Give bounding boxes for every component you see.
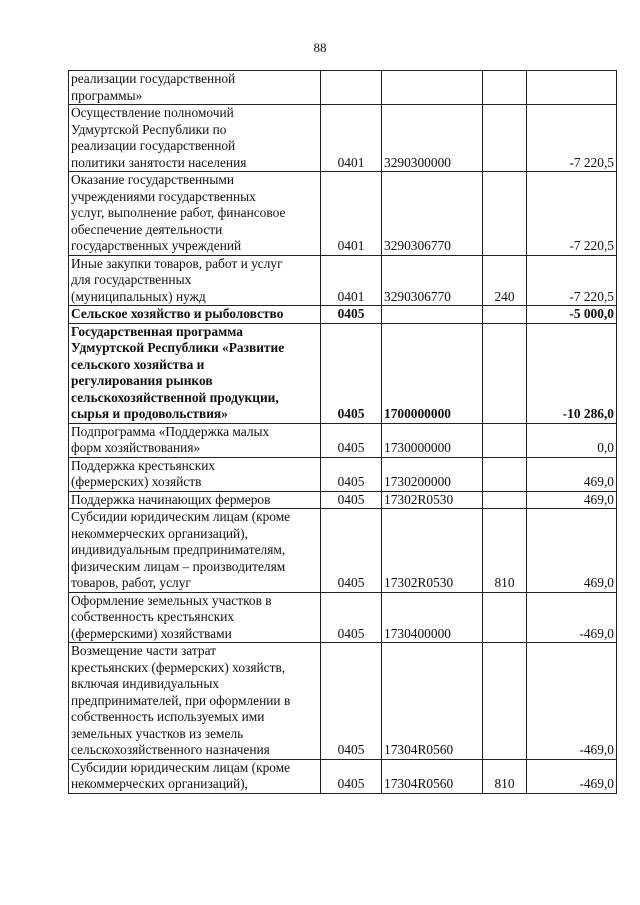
- row-sum: -469,0: [527, 759, 617, 793]
- table-row: [69, 172, 617, 256]
- row-sum: -469,0: [527, 643, 617, 760]
- row-sum: -7 220,5: [527, 105, 617, 172]
- row-expense-type: 240: [483, 255, 527, 306]
- table-row: [69, 759, 617, 793]
- row-section: [321, 71, 382, 105]
- row-sum: -7 220,5: [527, 255, 617, 306]
- row-expense-type: [483, 457, 527, 491]
- row-sum: -7 220,5: [527, 172, 617, 256]
- row-name: Оказание государственными учреждениями государственных услуг, выполнение работ, финансовое обеспечение деятельности государственных учреждений: [69, 172, 321, 256]
- row-section: 0405: [321, 323, 382, 423]
- table-row: [69, 306, 617, 324]
- row-name: Подпрограмма «Поддержка малых форм хозяйствования»: [69, 423, 321, 457]
- row-name: Субсидии юридическим лицам (кроме некоммерческих организаций),: [69, 759, 321, 793]
- row-expense-type: [483, 643, 527, 760]
- row-name: Возмещение части затрат крестьянских (фермерских) хозяйств, включая индивидуальных предпринимателей, при оформлении в собственность используемых ими земельных участков из земель сельскохозяйственного назначения: [69, 643, 321, 760]
- row-name: Поддержка начинающих фермеров: [69, 491, 321, 509]
- row-target-article: [382, 71, 483, 105]
- row-sum: 469,0: [527, 491, 617, 509]
- row-section: 0405: [321, 491, 382, 509]
- row-target-article: 3290306770: [382, 255, 483, 306]
- row-name: реализации государственной программы»: [69, 71, 321, 105]
- row-expense-type: 810: [483, 509, 527, 593]
- budget-table: [68, 70, 617, 794]
- table-row: [69, 592, 617, 643]
- row-target-article: 17302R0530: [382, 491, 483, 509]
- row-expense-type: [483, 592, 527, 643]
- row-section: 0405: [321, 306, 382, 324]
- row-section: 0405: [321, 423, 382, 457]
- row-expense-type: [483, 172, 527, 256]
- row-target-article: 1730400000: [382, 592, 483, 643]
- row-expense-type: [483, 423, 527, 457]
- row-sum: 0,0: [527, 423, 617, 457]
- row-target-article: 3290300000: [382, 105, 483, 172]
- row-expense-type: [483, 323, 527, 423]
- row-target-article: 3290306770: [382, 172, 483, 256]
- table-row: [69, 105, 617, 172]
- table-row: [69, 457, 617, 491]
- row-target-article: [382, 306, 483, 324]
- row-sum: -469,0: [527, 592, 617, 643]
- row-section: 0401: [321, 255, 382, 306]
- row-expense-type: [483, 71, 527, 105]
- row-target-article: 17304R0560: [382, 759, 483, 793]
- table-row: [69, 255, 617, 306]
- row-expense-type: 810: [483, 759, 527, 793]
- row-section: 0405: [321, 592, 382, 643]
- table-row: [69, 491, 617, 509]
- row-sum: 469,0: [527, 509, 617, 593]
- row-sum: -10 286,0: [527, 323, 617, 423]
- table-row: [69, 323, 617, 423]
- row-sum: 469,0: [527, 457, 617, 491]
- row-name: Иные закупки товаров, работ и услуг для государственных (муниципальных) нужд: [69, 255, 321, 306]
- table-row: [69, 643, 617, 760]
- row-section: 0405: [321, 457, 382, 491]
- row-section: 0405: [321, 759, 382, 793]
- row-target-article: 1700000000: [382, 323, 483, 423]
- row-section: 0401: [321, 105, 382, 172]
- row-name: Оформление земельных участков в собственность крестьянских (фермерскими) хозяйствами: [69, 592, 321, 643]
- row-name: Сельское хозяйство и рыболовство: [69, 306, 321, 324]
- row-expense-type: [483, 105, 527, 172]
- row-target-article: 17302R0530: [382, 509, 483, 593]
- table-row: [69, 71, 617, 105]
- row-name: Государственная программа Удмуртской Республики «Развитие сельского хозяйства и регулирования рынков сельскохозяйственной продукции, сырья и продовольствия»: [69, 323, 321, 423]
- row-target-article: 1730000000: [382, 423, 483, 457]
- row-name: Субсидии юридическим лицам (кроме некоммерческих организаций), индивидуальным предпринимателям, физическим лицам – производителям товаров, работ, услуг: [69, 509, 321, 593]
- page-number: 88: [313, 40, 327, 55]
- row-sum: [527, 71, 617, 105]
- table-row: [69, 423, 617, 457]
- row-sum: -5 000,0: [527, 306, 617, 324]
- row-target-article: 17304R0560: [382, 643, 483, 760]
- row-section: 0405: [321, 643, 382, 760]
- table-row: [69, 509, 617, 593]
- row-expense-type: [483, 491, 527, 509]
- row-target-article: 1730200000: [382, 457, 483, 491]
- row-expense-type: [483, 306, 527, 324]
- row-name: Осуществление полномочий Удмуртской Республики по реализации государственной политики занятости населения: [69, 105, 321, 172]
- row-section: 0405: [321, 509, 382, 593]
- row-section: 0401: [321, 172, 382, 256]
- row-name: Поддержка крестьянских (фермерских) хозяйств: [69, 457, 321, 491]
